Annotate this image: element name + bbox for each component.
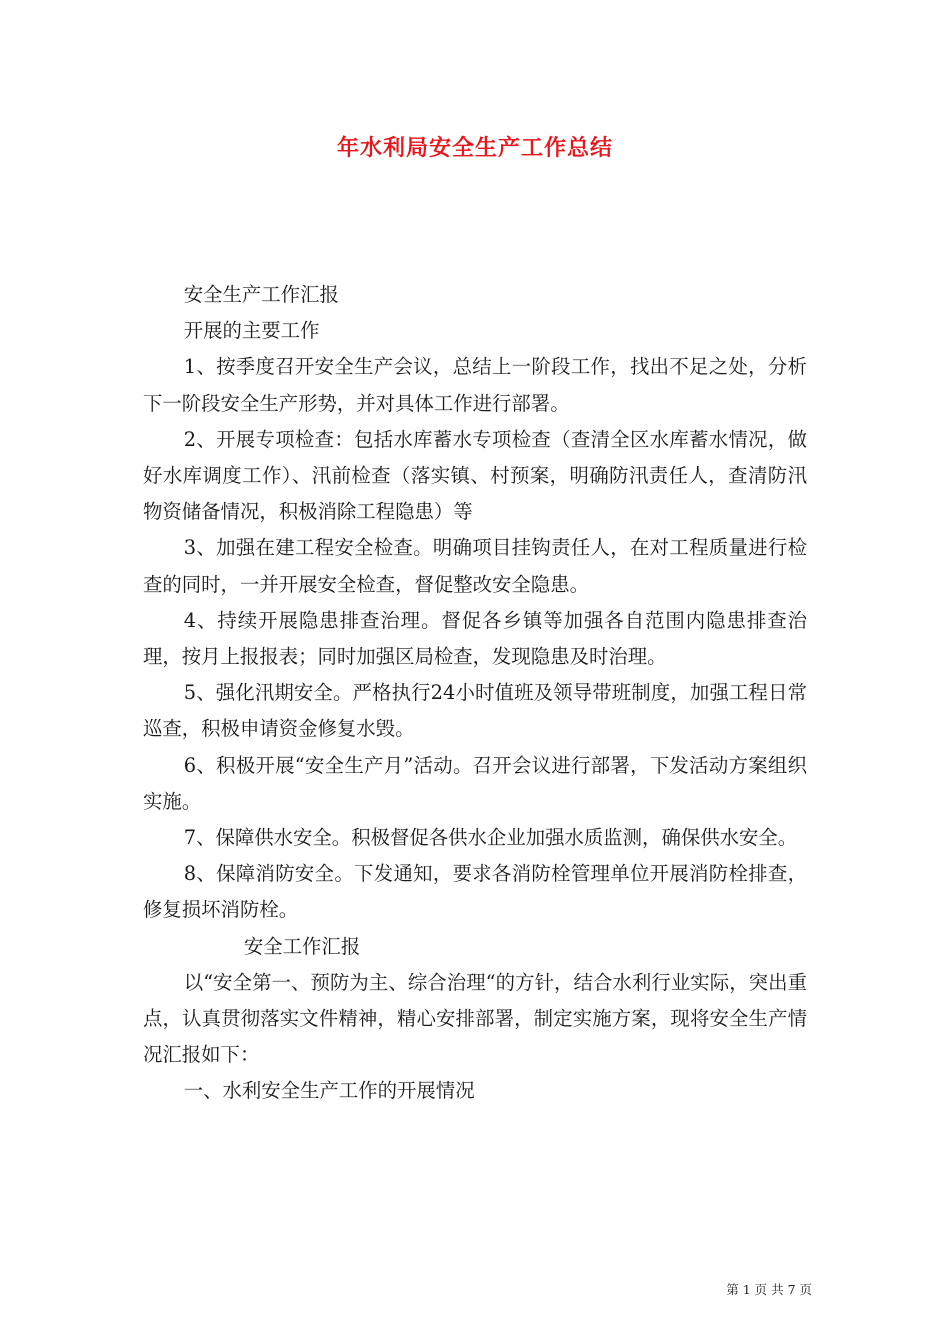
intro-paragraph: 以“安全第一、预防为主、综合治理“的方针，结合水利行业实际，突出重点，认真贯彻落实文件精神，精心安排部署，制定实施方案，现将安全生产情况汇报如下： bbox=[143, 970, 807, 1067]
subsection-heading: 开展的主要工作 bbox=[183, 319, 320, 343]
document-title: 年水利局安全生产工作总结 bbox=[336, 136, 613, 161]
paragraph-item-2: 2、开展专项检查：包括水库蓄水专项检查（查清全区水库蓄水情况，做好水库调度工作）、汛前检查（落实镇、村预案，明确防汛责任人，查清防汛物资储备情况，积极消除工程隐患）等 bbox=[143, 427, 807, 524]
document-body bbox=[143, 277, 807, 1110]
paragraph-item-3: 3、加强在建工程安全检查。明确项目挂钩责任人，在对工程质量进行检查的同时，一并开展安全检查，督促整改安全隐患。 bbox=[143, 536, 807, 596]
paragraph-item-7: 7、保障供水安全。积极督促各供水企业加强水质监测，确保供水安全。 bbox=[183, 826, 798, 850]
chapter-heading: 一、水利安全生产工作的开展情况 bbox=[183, 1079, 475, 1103]
section-heading: 安全生产工作汇报 bbox=[183, 283, 339, 306]
paragraph-item-5: 5、强化汛期安全。严格执行24小时值班及领导带班制度，加强工程日常巡查，积极申请资金修复水毁。 bbox=[143, 681, 807, 741]
paragraph-item-4: 4、持续开展隐患排查治理。督促各乡镇等加强各自范围内隐患排查治理，按月上报报表；同时加强区局检查，发现隐患及时治理。 bbox=[143, 608, 807, 669]
paragraph-item-8: 8、保障消防安全。下发通知，要求各消防栓管理单位开展消防栓排查，修复损坏消防栓。 bbox=[143, 862, 807, 922]
page-number: 第 1 页 共 7 页 bbox=[726, 1282, 812, 1297]
paragraph-item-6: 6、积极开展“安全生产月”活动。召开会议进行部署，下发活动方案组织实施。 bbox=[143, 753, 807, 813]
paragraph-item-1: 1、按季度召开安全生产会议，总结上一阶段工作，找出不足之处，分析下一阶段安全生产形势，并对具体工作进行部署。 bbox=[143, 355, 807, 415]
section-heading-2: 安全工作汇报 bbox=[243, 934, 361, 958]
